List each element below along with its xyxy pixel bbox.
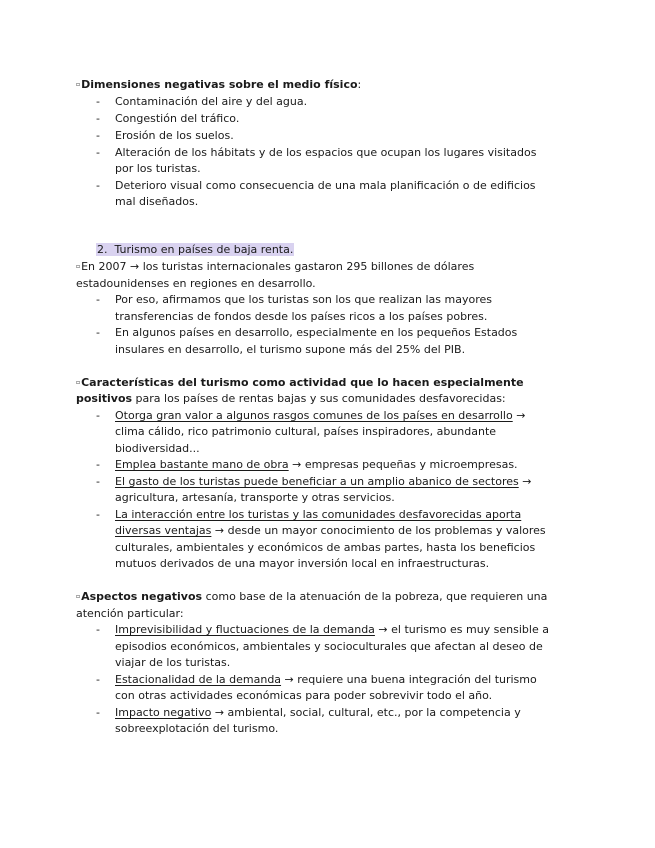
list-item-continuation: transferencias de fondos desde los países ricos a los países pobres. [115, 310, 488, 323]
dash-bullet: - [96, 326, 100, 339]
dash-bullet: - [96, 623, 100, 636]
list-item-continuation: biodiversidad... [115, 442, 200, 455]
section-d-title-continuation: atención particular: [76, 607, 184, 620]
list-item-continuation: mutuos derivados de una mayor inversión local en infraestructuras. [115, 557, 490, 570]
list-item: Erosión de los suelos. [115, 129, 234, 142]
dash-bullet: - [96, 112, 100, 125]
dash-bullet: - [96, 673, 100, 686]
dash-bullet: - [96, 95, 100, 108]
list-item: Emplea bastante mano de obra → empresas pequeñas y microempresas. [115, 458, 518, 471]
list-item-continuation: sobreexplotación del turismo. [115, 722, 279, 735]
list-item-continuation: culturales, ambientales y económicos de ambas partes, hasta los beneficios [115, 541, 536, 554]
section-heading: 2. Turismo en países de baja renta. [97, 243, 294, 256]
list-item: Otorga gran valor a algunos rasgos comunes de los países en desarrollo → [115, 409, 526, 422]
list-item: Impacto negativo → ambiental, social, cultural, etc., por la competencia y [115, 706, 521, 719]
dash-bullet: - [96, 409, 100, 422]
list-item: Imprevisibilidad y fluctuaciones de la demanda → el turismo es muy sensible a [115, 623, 549, 636]
bullet-square-icon: ▫ [76, 593, 81, 600]
paragraph-continuation: estadounidenses en regiones en desarrollo. [76, 277, 316, 290]
list-item: Contaminación del aire y del agua. [115, 95, 308, 108]
dash-bullet: - [96, 293, 100, 306]
bullet-square-icon: ▫ [76, 263, 81, 270]
list-item-continuation: clima cálido, rico patrimonio cultural, países inspiradores, abundante [115, 425, 497, 438]
dash-bullet: - [96, 129, 100, 142]
dash-bullet: - [96, 458, 100, 471]
bullet-square-icon: ▫ [76, 379, 81, 386]
list-item: Alteración de los hábitats y de los espacios que ocupan los lugares visitados [115, 146, 537, 159]
list-item-continuation: con otras actividades económicas para poder sobrevivir todo el año. [115, 689, 493, 702]
dash-bullet: - [96, 179, 100, 192]
list-item-continuation: mal diseñados. [115, 195, 199, 208]
list-item-continuation: episodios económicos, ambientales y socioculturales que afectan al deseo de [115, 640, 543, 653]
list-item: Deterioro visual como consecuencia de una mala planificación o de edificios [115, 179, 536, 192]
list-item: Por eso, afirmamos que los turistas son los que realizan las mayores [115, 293, 492, 306]
list-item: El gasto de los turistas puede beneficiar a un amplio abanico de sectores → [115, 475, 532, 488]
list-item: Estacionalidad de la demanda → requiere una buena integración del turismo [115, 673, 537, 686]
list-item: La interacción entre los turistas y las comunidades desfavorecidas aporta [115, 508, 522, 521]
list-item: En algunos países en desarrollo, especialmente en los pequeños Estados [115, 326, 518, 339]
paragraph: ▫En 2007 → los turistas internacionales gastaron 295 billones de dólares [76, 260, 475, 273]
list-item-continuation: insulares en desarrollo, el turismo supone más del 25% del PIB. [115, 343, 466, 356]
section-d-title: ▫Aspectos negativos como base de la atenuación de la pobreza, que requieren una [76, 590, 548, 603]
dash-bullet: - [96, 146, 100, 159]
list-item-continuation: agricultura, artesanía, transporte y otras servicios. [115, 491, 395, 504]
section-c-title: ▫Características del turismo como actividad que lo hacen especialmente [76, 376, 524, 389]
bullet-square-icon: ▫ [76, 81, 81, 88]
section-a-title: ▫Dimensiones negativas sobre el medio físico: [76, 78, 362, 91]
list-item-continuation: diversas ventajas → desde un mayor conocimiento de los problemas y valores [115, 524, 546, 537]
section-c-title-continuation: positivos para los países de rentas bajas y sus comunidades desfavorecidas: [76, 392, 506, 405]
list-item: Congestión del tráfico. [115, 112, 240, 125]
list-item-continuation: por los turistas. [115, 162, 201, 175]
dash-bullet: - [96, 475, 100, 488]
list-item-continuation: viajar de los turistas. [115, 656, 231, 669]
dash-bullet: - [96, 706, 100, 719]
dash-bullet: - [96, 508, 100, 521]
